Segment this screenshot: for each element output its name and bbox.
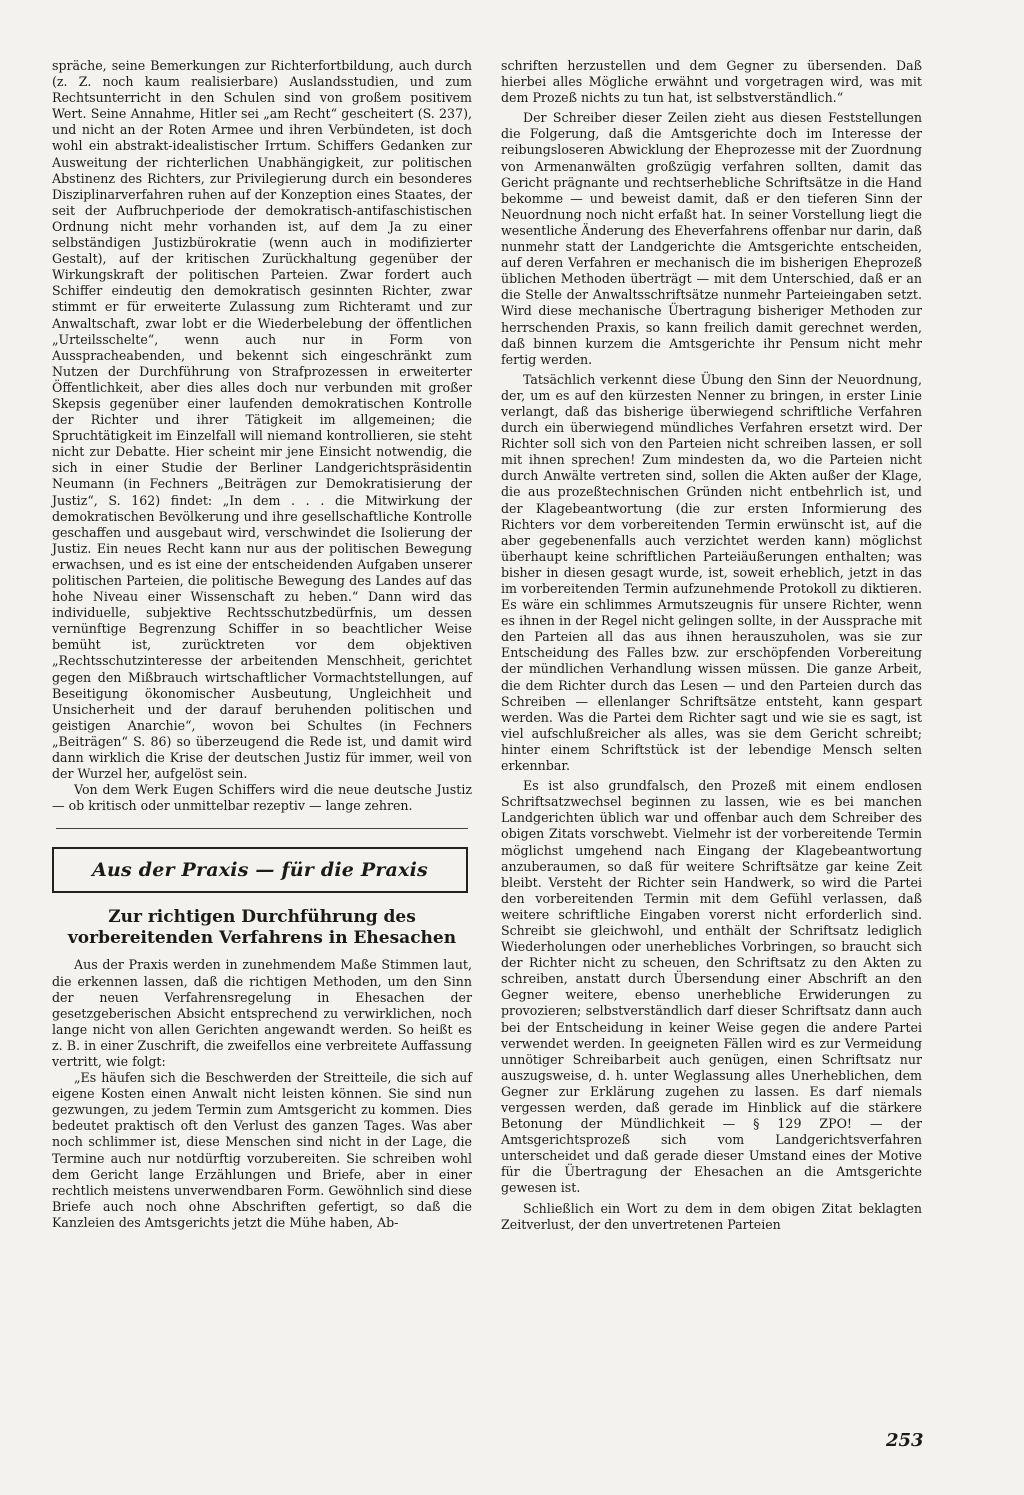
body-paragraph: Der Schreiber dieser Zeilen zieht aus diesen Feststellungen die Folgerung, daß die Amtsgerichte doch im Interesse der reibungsloseren Abwicklung der Eheprozesse mit der Zuordnung von Armenanwälten großzügig verfahren sollten, damit das Gericht prägnante und rechtserhebliche Schriftsätze in die Hand bekomme — und beweist damit, daß er den tieferen Sinn der Neuordnung noch nicht erfaßt hat. In seiner Vorstellung liegt die wesentliche Änderung des Eheverfahrens offenbar nur darin, daß nunmehr statt der Landgerichte die Amtsgerichte entscheiden, auf deren Verfahren er mechanisch die im bisherigen Eheprozeß üblichen Methoden überträgt — mit dem Unterschied, daß er an die Stelle der Anwaltsschriftsätze nunmehr Parteieingaben setzt. Wird diese mechanische Übertragung bisheriger Methoden zur herrschenden Praxis, so kann freilich damit gerechnet werden, daß binnen kurzem die Amtsgerichte ihr Pensum nicht mehr fertig werden.	[501, 110, 922, 367]
section-rubric: Aus der Praxis — für die Praxis	[52, 847, 468, 893]
section-divider	[56, 828, 468, 829]
left-column	[52, 58, 472, 1231]
body-paragraph: Tatsächlich verkennt diese Übung den Sinn der Neuordnung, der, um es auf den kürzesten Nenner zu bringen, in erster Linie verlangt, daß das bisherige überwiegend schriftliche Verfahren durch ein überwiegend mündliches Verfahren ersetzt wird. Der Richter soll sich von den Parteien nicht schreiben lassen, er soll mit ihnen sprechen! Zum mindesten da, wo die Parteien nicht durch Anwälte vertreten sind, sollen die Akten außer der Klage, die aus prozeßtechnischen Gründen nicht entbehrlich ist, und der Klagebeantwortung (die zur ersten Informierung des Richters vor dem vorbereitenden Termin erwünscht ist, auf die aber gegebenenfalls auch verzichtet werden kann) möglichst überhaupt keine schriftlichen Parteiäußerungen enthalten; was bisher in diesen gesagt wurde, ist, soweit erheblich, jetzt in das im vorbereitenden Termin aufzunehmende Protokoll zu diktieren. Es wäre ein schlimmes Armutszeugnis für unsere Richter, wenn es ihnen in der Regel nicht gelingen sollte, in der Aussprache mit den Parteien all das aus ihnen herauszuholen, was sie zur Entscheidung des Falles bzw. zur erschöpfenden Vorbereitung der mündlichen Verhandlung wissen müssen. Die ganze Arbeit, die dem Richter durch das Lesen — und den Parteien durch das Schreiben — ellenlanger Schriftsätze entsteht, kann gespart werden. Was die Partei dem Richter sagt und wie sie es sagt, ist viel aufschlußreicher als alles, was sie dem Gericht schreibt; hinter einem Schriftstück ist der lebendige Mensch selten erkennbar.	[501, 371, 922, 774]
right-column	[501, 58, 922, 1233]
article-title-line-1: Zur richtigen Durchführung des	[108, 907, 416, 928]
body-paragraph: Es ist also grundfalsch, den Prozeß mit einem endlosen Schriftsatzwechsel beginnen zu lassen, wie es bei manchen Landgerichten üblich war und offenbar auch dem Schreiber des obigen Zitats vorschwebt. Vielmehr ist der vorbereitende Termin möglichst umgehend nach Eingang der Klagebeantwortung anzuberaumen, so daß für weitere Schriftsätze gar keine Zeit bleibt. Versteht der Richter sein Handwerk, so wird die Partei den vorbereitenden Termin mit dem Gefühl verlassen, daß weitere schriftliche Eingaben vorerst nicht erforderlich sind. Schreibt sie gleichwohl, und enthält der Schriftsatz lediglich Wiederholungen oder unerhebliches Vorbringen, so braucht sich der Richter nicht zu scheuen, den Schriftsatz zu den Akten zu schreiben, anstatt durch Übersendung einer Abschrift an den Gegner weitere, ebenso unerhebliche Erwiderungen zu provozieren; selbstverständlich darf dieser Schriftsatz dann auch bei der Entscheidung in keiner Weise gegen die andere Partei verwendet werden. In geeigneten Fällen wird es zur Vermeidung unnötiger Schreibarbeit auch genügen, einen Schriftsatz nur auszugsweise, d. h. unter Weglassung alles Unerheblichen, dem Gegner zur Erklärung zugehen zu lassen. Es darf niemals vergessen werden, daß gerade im Hinblick auf die stärkere Betonung der Mündlichkeit — § 129 ZPO! — der Amtsgerichtsprozeß sich vom Landgerichtsverfahren unterscheidet und daß gerade dieser Umstand eines der Motive für die Übertragung der Ehesachen an die Amtsgerichte gewesen ist.	[501, 778, 922, 1196]
closing-paragraph: Von dem Werk Eugen Schiffers wird die neue deutsche Justiz — ob kritisch oder unmittelbar rezeptiv — lange zehren.	[52, 782, 472, 814]
quoted-letter-continued: schriften herzustellen und dem Gegner zu übersenden. Daß hierbei alles Mögliche erwähnt und vorgetragen wird, was mit dem Prozeß nichts zu tun hat, ist selbstverständlich.“	[501, 58, 922, 106]
article-intro-paragraph: Aus der Praxis werden in zunehmendem Maße Stimmen laut, die erkennen lassen, daß die richtigen Methoden, um den Sinn der neuen Verfahrensregelung in Ehesachen der gesetzgeberischen Absicht entsprechend zu verwirklichen, noch lange nicht von allen Gerichten angewandt werden. So heißt es z. B. in einer Zuschrift, die zweifellos eine verbreitete Auffassung vertritt, wie folgt:	[52, 957, 472, 1069]
quoted-letter: „Es häufen sich die Beschwerden der Streitteile, die sich auf eigene Kosten einen Anwalt nicht leisten können. Sie sind nun gezwungen, zu jedem Termin zum Amtsgericht zu kommen. Dies bedeutet praktisch oft den Verlust des ganzen Tages. Was aber noch schlimmer ist, diese Menschen sind nicht in der Lage, die Termine auch nur notdürftig vorzubereiten. Sie schreiben wohl dem Gericht lange Erzählungen und Briefe, aber in einer rechtlich meistens unverwendbaren Form. Gewöhnlich sind diese Briefe auch noch ohne Abschriften gefertigt, so daß die Kanzleien des Amtsgerichts jetzt die Mühe haben, Ab-	[52, 1070, 472, 1230]
article-title	[52, 907, 472, 949]
article-title-line-2: vorbereitenden Verfahrens in Ehesachen	[67, 928, 457, 949]
body-paragraph: Schließlich ein Wort zu dem in dem obigen Zitat beklagten Zeitverlust, der den unvertretenen Parteien	[501, 1200, 922, 1232]
body-paragraph: spräche, seine Bemerkungen zur Richterfortbildung, auch durch (z. Z. noch kaum realisierbare) Auslandsstudien, und zum Rechtsunterricht in den Schulen sind von großem positivem Wert. Seine Annahme, Hitler sei „am Recht“ gescheitert (S. 237), und nicht an der Roten Armee und ihren Verbündeten, ist doch wohl ein abstrakt-idealistischer Irrtum. Schiffers Gedanken zur Ausweitung der richterlichen Unabhängigkeit, zur politischen Abstinenz des Richters, zur Privilegierung durch ein besonderes Disziplinarverfahren ruhen auf der Konzeption eines Staates, der seit der Aufbruchperiode der demokratisch-antifaschistischen Ordnung nicht mehr vorhanden ist, auf dem Ja zu einer selbständigen Justizbürokratie (wenn auch in modifizierter Gestalt), auf der kritischen Zurückhaltung gegenüber der Wirkungskraft der politischen Parteien. Zwar fordert auch Schiffer eindeutig den demokratisch gesinnten Richter, zwar stimmt er für erweiterte Zulassung zum Richteramt und zur Anwaltschaft, zwar lobt er die Wiederbelebung der öffentlichen „Urteilsschelte“, wenn auch nur in Form von Ausspracheabenden, und bekennt sich eingeschränkt zum Nutzen der Durchführung von Strafprozessen in erweiterter Öffentlichkeit, aber dies alles doch nur verbunden mit großer Skepsis gegenüber einer laufenden demokratischen Kontrolle der Richter und ihrer Tätigkeit im allgemeinen; die Spruchtätigkeit im Einzelfall will niemand kontrollieren, sie steht nicht zur Debatte. Hier scheint mir jene Einsicht notwendig, die sich in einer Studie der Berliner Landgerichtspräsidentin Neumann (in Fechners „Beiträgen zur Demokratisierung der Justiz“, S. 162) findet: „In dem . . . die Mitwirkung der demokratischen Bevölkerung und ihre gesellschaftliche Kontrolle geschaffen und ausgebaut wird, verschwindet die Isolierung der Justiz. Ein neues Recht kann nur aus der politischen Bewegung erwachsen, und es ist eine der entscheidenden Aufgaben unserer politischen Parteien, die politische Bewegung des Landes auf das hohe Niveau einer Wissenschaft zu heben.“ Dann wird das individuelle, subjektive Rechtsschutzbedürfnis, um dessen vernünftige Begrenzung Schiffer in so beachtlicher Weise bemüht ist, zurücktreten vor dem objektiven „Rechtsschutzinteresse der arbeitenden Menschheit, gerichtet gegen den Mißbrauch wirtschaftlicher Vormachtstellungen, auf Beseitigung ökonomischer Ausbeutung, Ungleichheit und Unsicherheit und der darauf beruhenden politischen und geistigen Anarchie“, wovon bei Schultes (in Fechners „Beiträgen“ S. 86) so überzeugend die Rede ist, und damit wird dann wirklich die Krise der deutschen Justiz für immer, weil von der Wurzel her, aufgelöst sein.	[52, 58, 472, 782]
page-number: 253	[886, 1430, 924, 1451]
